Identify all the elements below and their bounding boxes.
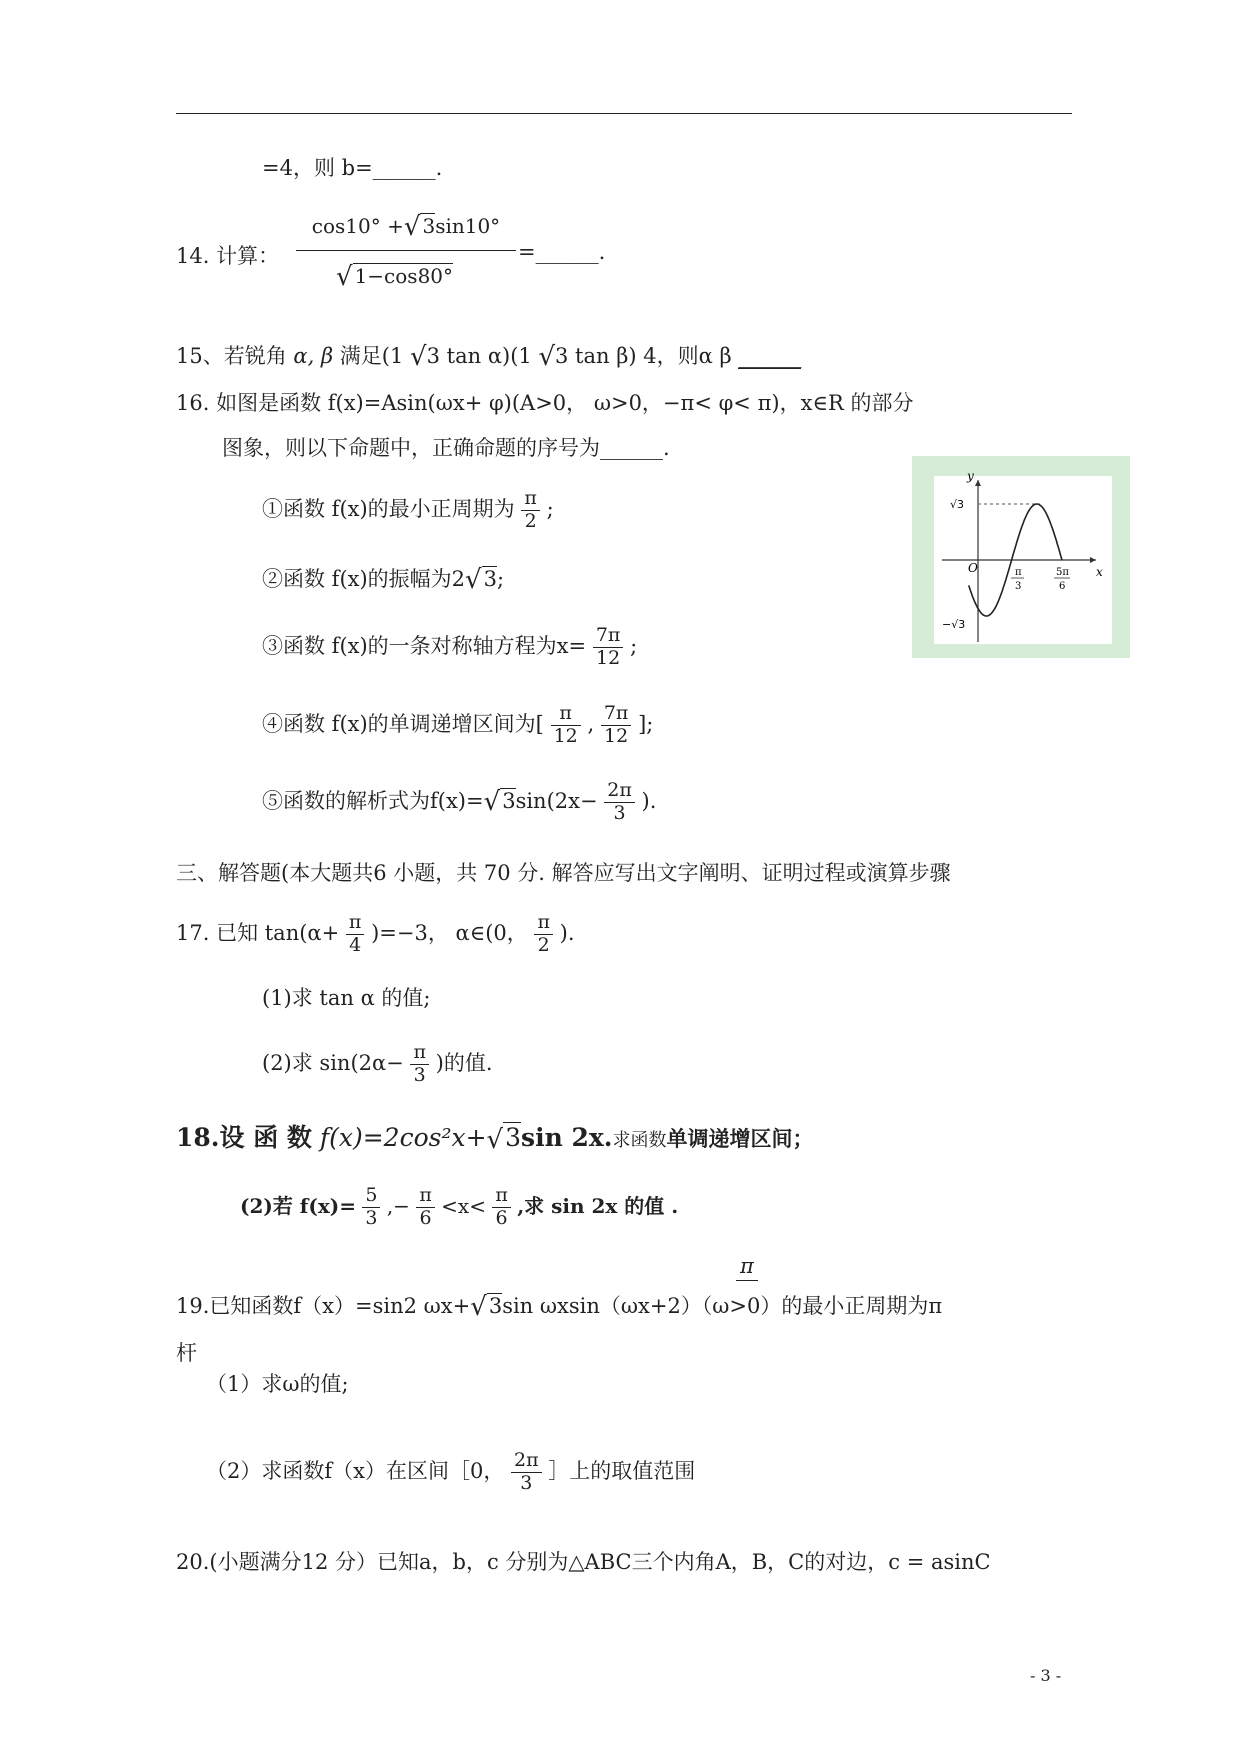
q19-line: 19.已知函数f（x）=sin2 ωx+√3sin ωxsin（ωx+2）（ω>0）的最小正周期为π: [176, 1292, 943, 1322]
header-rule: [176, 113, 1072, 114]
q17-sub2: (2)求 sin(2α− $\frac{\pi}{3}$ )的值.: [262, 1041, 493, 1086]
q16-item4: ④函数 f(x)的单调递增区间为[ $\frac{\pi}{12}$ , $\frac{7\pi}{12}$ ];: [262, 702, 654, 747]
q15-line: 15、若锐角 α, β 满足(1 √3 tan α)(1 √3 tan β) 4，则α β ______: [176, 342, 802, 372]
x-tick2-den: 6: [1059, 581, 1066, 592]
q18-line: 18.设 函 数 f(x)=2cos²x+√3sin 2x.求函数单调递增区间；: [176, 1123, 814, 1155]
q16-line2: 图象，则以下命题中，正确命题的序号为______.: [222, 436, 670, 460]
function-graph-figure: [912, 456, 1130, 658]
y-max-label: √3: [950, 498, 965, 511]
x-tick2-num: 5π: [1056, 567, 1069, 578]
x-axis-label: x: [1096, 565, 1103, 579]
q19-sub1: （1）求ω的值;: [206, 1372, 349, 1396]
q19-line2: 杆: [176, 1341, 197, 1365]
q16-item1: ①函数 f(x)的最小正周期为 $\frac{\pi}{2}$ ;: [262, 487, 554, 532]
q16-line1: 16. 如图是函数 f(x)=Asin(ωx+ φ)(A>0， ω>0，−π< φ< π)，x∈R 的部分: [176, 391, 914, 415]
sine-graph: [912, 456, 1130, 658]
y-axis-label: y: [967, 469, 974, 483]
q14-fraction-bar: [296, 250, 516, 251]
q14-tail: =______.: [518, 240, 606, 264]
q19-frac-bar: [736, 1280, 758, 1281]
x-tick1-den: 3: [1015, 581, 1022, 592]
q14-label: 14. 计算：: [176, 244, 280, 268]
q18-sub2: (2)若 f(x)= $\frac{5}{3}$ ,− $\frac{\pi}{6}$ <x< $\frac{\pi}{6}$ ,求 sin 2x 的值 .: [240, 1184, 679, 1229]
q19-frac-num: π: [740, 1254, 754, 1278]
q20-line: 20.(小题满分12 分）已知a，b，c 分别为△ABC三个内角A，B，C的对边，c = asinC: [176, 1550, 991, 1574]
q14-numerator: cos10° +√ 3sin10°: [311, 212, 501, 242]
q17-line: 17. 已知 tan(α+ $\frac{\pi}{4}$ )=−3， α∈(0， $\frac{\pi}{2}$ ).: [176, 911, 575, 956]
y-min-label: −√3: [942, 618, 966, 631]
origin-label: O: [968, 561, 978, 575]
q17-sub1: (1)求 tan α 的值;: [262, 986, 431, 1010]
q16-item5: ⑤函数的解析式为f(x)=√3sin(2x− $\frac{2\pi}{3}$ ).: [262, 779, 657, 824]
q19-sub2: （2）求函数f（x）在区间［0， $\frac{2\pi}{3}$ ］上的取值范围: [206, 1449, 696, 1494]
q14-denominator: √ 1−cos80°: [336, 262, 454, 292]
q13-tail: =4，则 b=______.: [262, 156, 443, 180]
x-tick1-num: π: [1015, 567, 1022, 578]
page-number: - 3 -: [1030, 1666, 1062, 1685]
q16-item2: ②函数 f(x)的振幅为2√3;: [262, 565, 505, 595]
q16-item3: ③函数 f(x)的一条对称轴方程为x= $\frac{7\pi}{12}$ ;: [262, 624, 638, 669]
section-3-heading: 三、解答题(本大题共6 小题，共 70 分. 解答应写出文字阐明、证明过程或演算步骤: [176, 861, 951, 885]
